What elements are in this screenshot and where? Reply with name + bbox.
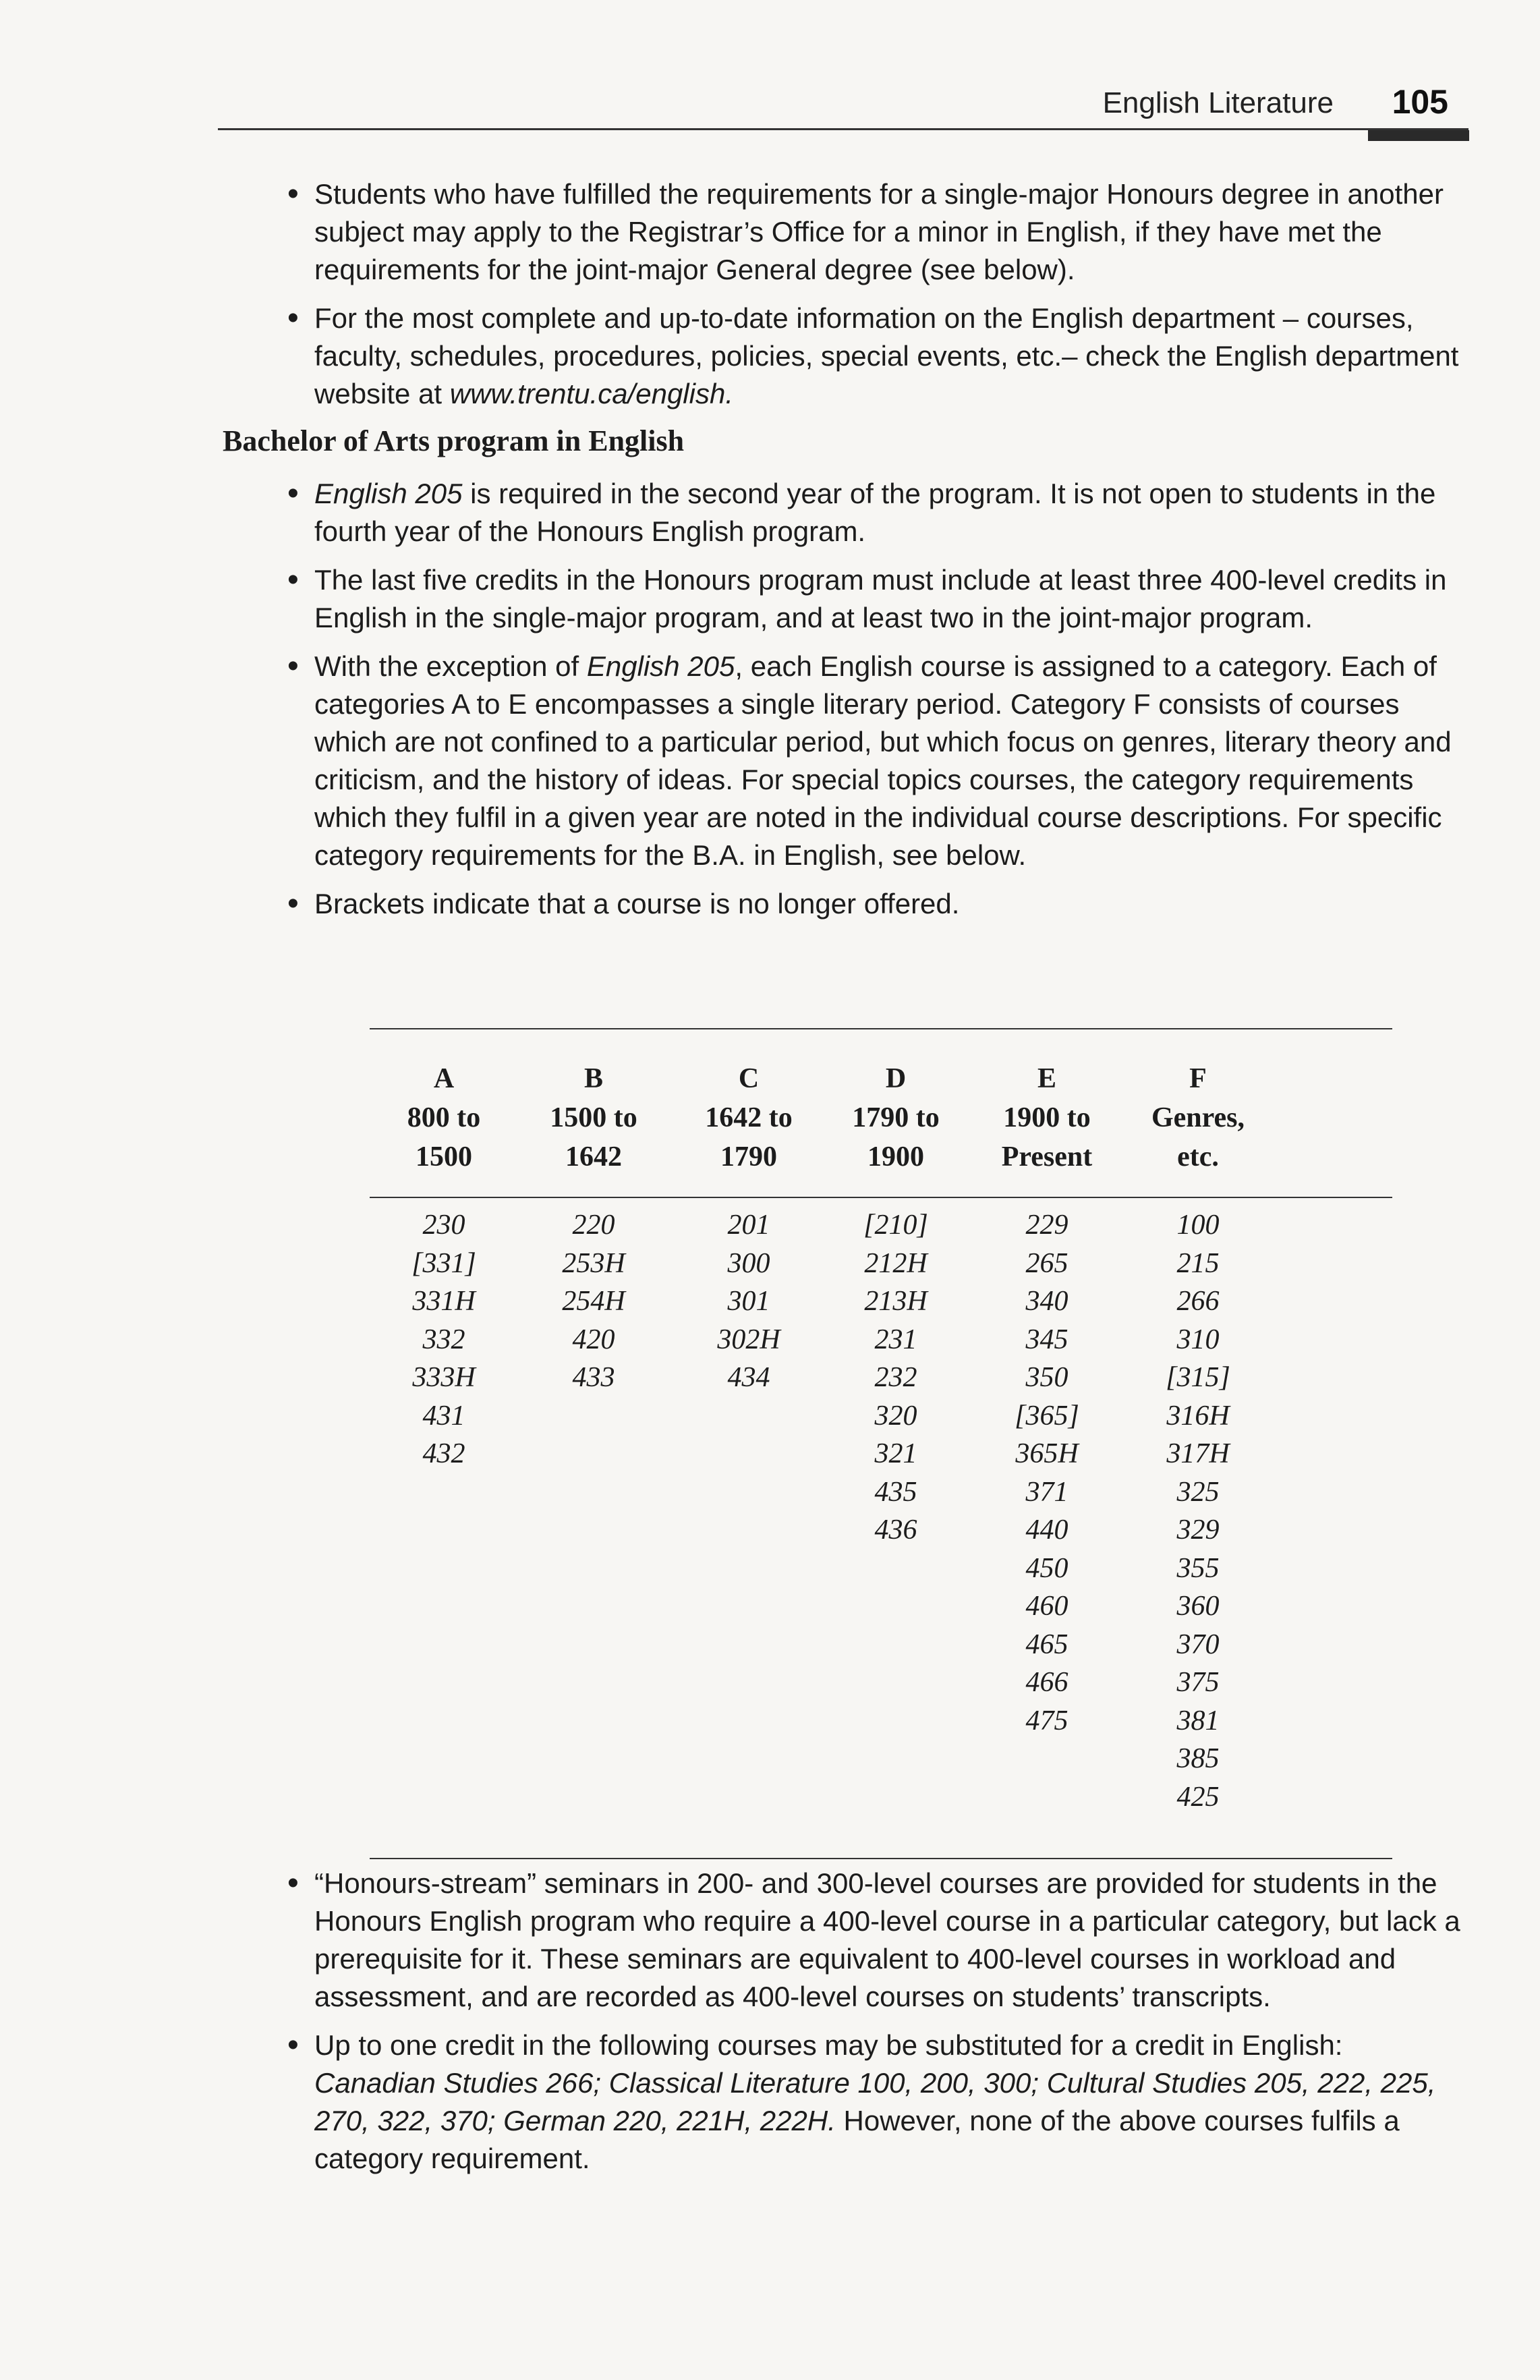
- course-number: 436: [874, 1514, 917, 1546]
- course-number: 433: [572, 1362, 615, 1393]
- category-letter: B: [583, 1063, 603, 1094]
- bullet-item: • Students who have fulfilled the requirements for a single-major Honours degree in another subject may apply to the Registrar’s Office for a minor in English, if they have met the requirements for the joint-major General degree (see below).: [290, 175, 1471, 289]
- category-range-start: 1500 to: [550, 1102, 637, 1133]
- category-range-start: 1900 to: [1003, 1102, 1091, 1133]
- table-top-rule: [370, 1028, 1392, 1029]
- running-header: [218, 80, 1468, 134]
- course-number: 302H: [717, 1324, 780, 1355]
- category-column-b: [519, 1059, 668, 1393]
- course-number: 310: [1176, 1324, 1220, 1355]
- course-number: 371: [1025, 1476, 1068, 1508]
- course-number: 375: [1176, 1667, 1220, 1698]
- table-bottom-rule: [370, 1858, 1392, 1859]
- category-column-c: [675, 1059, 823, 1393]
- course-number: 355: [1176, 1552, 1220, 1584]
- category-letter: F: [1189, 1063, 1207, 1094]
- course-number: 466: [1025, 1667, 1068, 1698]
- bullet-item: • “Honours-stream” seminars in 200- and 300-level courses are provided for students in the Honours English program who require a 400-level course in a particular category, but lack a prerequisite for it. These seminars are equivalent to 400-level courses in workload and assessment, and are recorded as 400-level courses on students’ transcripts.: [290, 1865, 1471, 2016]
- course-number: 320: [874, 1400, 917, 1432]
- course-number: 100: [1176, 1210, 1220, 1241]
- category-range-end: Present: [1001, 1141, 1093, 1172]
- category-range-start: 1790 to: [852, 1102, 940, 1133]
- course-number: 321: [874, 1438, 917, 1469]
- category-range-start: Genres,: [1151, 1102, 1245, 1133]
- course-number: 345: [1025, 1324, 1068, 1355]
- program-bullet-list: [290, 475, 1471, 934]
- course-number: 265: [1025, 1247, 1068, 1279]
- course-number: 230: [422, 1210, 465, 1241]
- course-number: [315]: [1166, 1362, 1230, 1393]
- course-number: 440: [1025, 1514, 1068, 1546]
- course-number: 220: [572, 1210, 615, 1241]
- bullet-item: • The last five credits in the Honours program must include at least three 400-level credits in English in the single-major program, and at least two in the joint-major program.: [290, 561, 1471, 637]
- category-column-e: [973, 1059, 1121, 1736]
- course-number: 350: [1025, 1362, 1068, 1393]
- category-range-end: 1790: [720, 1141, 777, 1172]
- header-thumb-tab: [1368, 130, 1469, 141]
- course-number: 232: [874, 1362, 917, 1393]
- course-number: 316H: [1166, 1400, 1230, 1432]
- course-number: [210]: [863, 1210, 928, 1241]
- category-range-start: 800 to: [407, 1102, 481, 1133]
- course-number: 325: [1176, 1476, 1220, 1508]
- category-column-a: [370, 1059, 518, 1469]
- bullet-item: • With the exception of English 205, each English course is assigned to a category. Each of categories A to E encompasses a single literary period. Category F consists of courses which are not confined to a particular period, but which focus on genres, literary theory and criticism, and the history of ideas. For special topics courses, the category requirements which they fulfil in a given year are noted in the individual course descriptions. For specific category requirements for the B.A. in English, see below.: [290, 648, 1471, 874]
- course-number: 431: [422, 1400, 465, 1432]
- course-number: 301: [727, 1286, 770, 1317]
- course-number: 365H: [1015, 1438, 1079, 1469]
- page-number: 105: [1392, 83, 1448, 121]
- bullet-item: • English 205 is required in the second year of the program. It is not open to students in the fourth year of the Honours English program.: [290, 475, 1471, 550]
- category-column-f: [1124, 1059, 1272, 1813]
- table-header-rule: [370, 1197, 1392, 1198]
- course-list-b: [519, 1206, 668, 1397]
- category-range-end: etc.: [1177, 1141, 1219, 1172]
- category-range-end: 1500: [416, 1141, 472, 1172]
- bullet-item: • Up to one credit in the following courses may be substituted for a credit in English: Canadian Studies 266; Classical Literature 100, 200, 300; Cultural Studies 205, 222, 225, 270, 322, 370; German 220, 221H, 222H. However, none of the above courses fulfils a category requirement.: [290, 2027, 1471, 2178]
- course-number: 450: [1025, 1552, 1068, 1584]
- category-range-end: 1642: [565, 1141, 622, 1172]
- category-letter: C: [738, 1063, 760, 1094]
- course-number: 212H: [864, 1247, 928, 1279]
- course-number: 360: [1176, 1591, 1220, 1622]
- course-number: 434: [727, 1362, 770, 1393]
- course-list-e: [973, 1206, 1121, 1740]
- course-number: 425: [1176, 1781, 1220, 1813]
- course-list-c: [675, 1206, 823, 1397]
- course-number: 340: [1025, 1286, 1068, 1317]
- course-number: 201: [727, 1210, 770, 1241]
- course-number: 331H: [412, 1286, 476, 1317]
- course-number: 333H: [412, 1362, 476, 1393]
- header-rule: [218, 128, 1468, 130]
- course-number: 215: [1176, 1247, 1220, 1279]
- category-letter: A: [433, 1063, 455, 1094]
- course-number: 266: [1176, 1286, 1220, 1317]
- category-letter: E: [1037, 1063, 1056, 1094]
- course-number: 381: [1176, 1705, 1220, 1736]
- course-number: 300: [727, 1247, 770, 1279]
- course-number: 385: [1176, 1743, 1220, 1774]
- course-list-d: [822, 1206, 970, 1550]
- course-number: 213H: [864, 1286, 928, 1317]
- course-list-f: [1124, 1206, 1272, 1816]
- category-range-end: 1900: [867, 1141, 924, 1172]
- course-number: [331]: [411, 1247, 476, 1279]
- running-header-section: English Literature: [1102, 86, 1334, 119]
- course-number: 432: [422, 1438, 465, 1469]
- course-number: 254H: [562, 1286, 625, 1317]
- course-number: 329: [1176, 1514, 1220, 1546]
- course-number: 475: [1025, 1705, 1068, 1736]
- course-number: 332: [422, 1324, 465, 1355]
- category-letter: D: [885, 1063, 907, 1094]
- category-range-start: 1642 to: [705, 1102, 793, 1133]
- category-column-d: [822, 1059, 970, 1546]
- course-number: 253H: [562, 1247, 625, 1279]
- closing-bullet-list: [290, 1865, 1471, 2188]
- course-number: 465: [1025, 1628, 1068, 1660]
- course-number: 460: [1025, 1591, 1068, 1622]
- course-number: [365]: [1015, 1400, 1079, 1432]
- course-number: 317H: [1166, 1438, 1230, 1469]
- course-number: 229: [1025, 1210, 1068, 1241]
- course-number: 435: [874, 1476, 917, 1508]
- bullet-item: • For the most complete and up-to-date information on the English department – courses, faculty, schedules, procedures, policies, special events, etc.– check the English department website at www.trentu.ca/english.: [290, 300, 1471, 413]
- website-url: www.trentu.ca/english.: [449, 378, 733, 409]
- bullet-item: • Brackets indicate that a course is no longer offered.: [290, 885, 1471, 923]
- course-list-a: [370, 1206, 518, 1473]
- section-heading: Bachelor of Arts program in English: [223, 424, 685, 457]
- course-number: 231: [874, 1324, 917, 1355]
- course-number: 370: [1176, 1628, 1220, 1660]
- intro-bullet-list: [290, 175, 1471, 424]
- course-number: 420: [572, 1324, 615, 1355]
